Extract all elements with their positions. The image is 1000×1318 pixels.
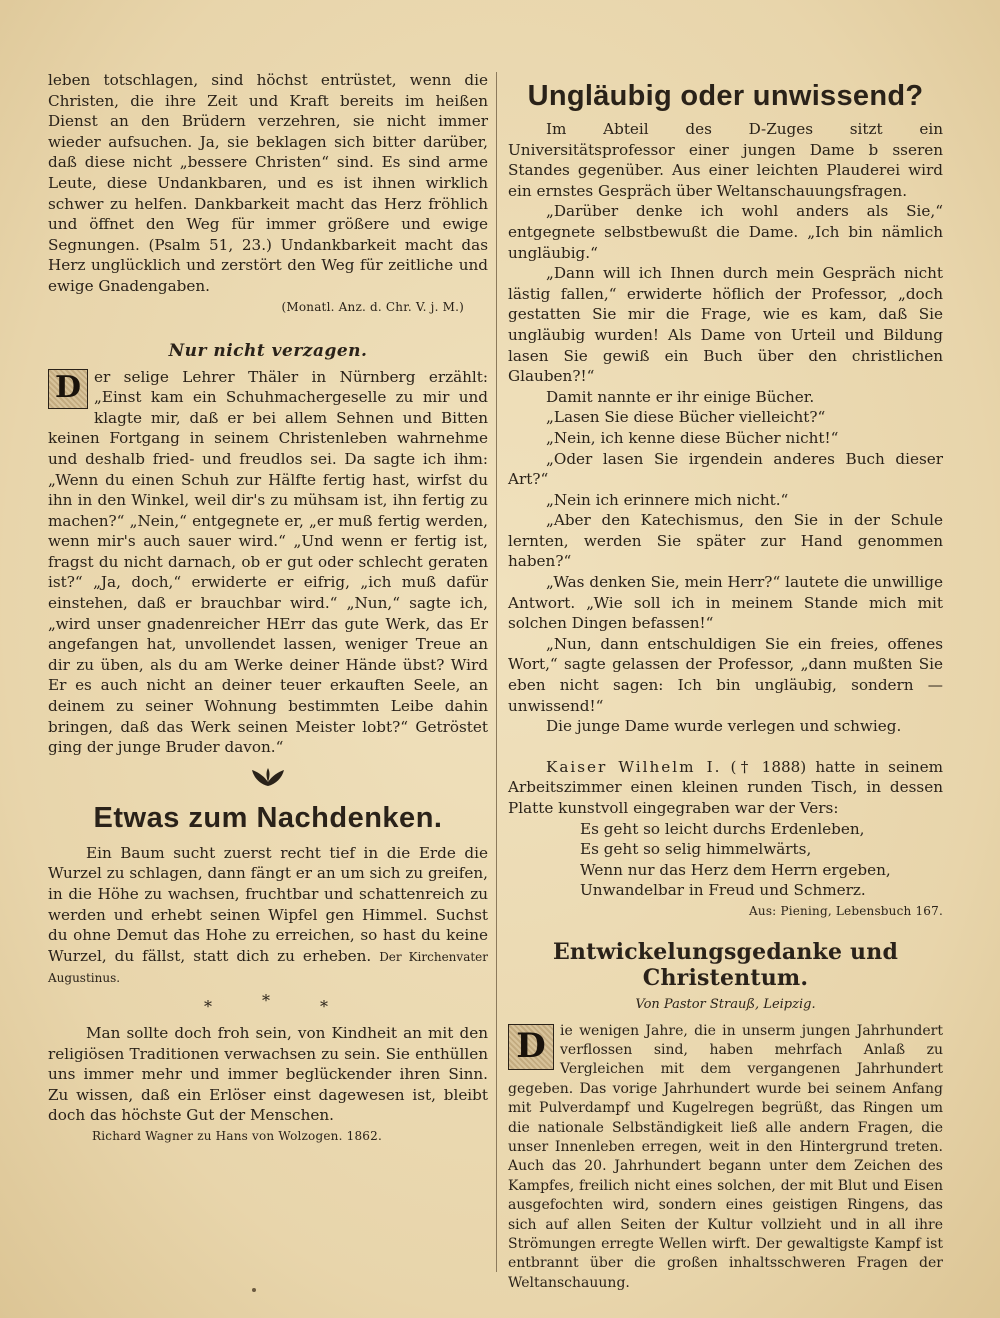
asterism (48, 989, 488, 1023)
unglaeubig-paragraph: „Darüber denke ich wohl anders als Sie,“ entgegnete selbstbewußt die Dame. „Ich bin nämlich ungläubig.“ (508, 202, 943, 262)
column-divider (496, 72, 497, 1272)
byline: Von Pastor Strauß, Leipzig. (635, 996, 816, 1012)
unglaeubig-paragraph: „Nein, ich kenne diese Bücher nicht!“ (546, 428, 839, 447)
star: * (320, 996, 328, 1016)
kaiser-paragraph (508, 757, 943, 819)
section-title-unglaeubig: Ungläubig oder unwissend? (527, 80, 924, 112)
unglaeubig-paragraph: „Lasen Sie diese Bücher vielleicht?“ (546, 408, 826, 427)
unglaeubig-paragraph: „Was denken Sie, mein Herr?“ lautete die unwillige Antwort. „Wie soll ich in meinem Stande mich mit solchen Dingen befassen!“ (508, 573, 943, 633)
verse-line: Unwandelbar in Freud und Schmerz. (580, 881, 866, 900)
dropcap-initial: D (48, 369, 88, 409)
unglaeubig-paragraph: Damit nannte er ihr einige Bücher. (546, 387, 815, 406)
kaiser-name: Kaiser Wilhelm I. (546, 757, 722, 776)
unglaeubig-paragraph: Die junge Dame wurde verlegen und schwieg. (546, 717, 902, 736)
augustinus-source: Der Kirchenvater Augustinus. (48, 949, 489, 986)
unglaeubig-paragraph: „Nun, dann entschuldigen Sie ein freies, offenes Wort,“ sagte gelassen der Professor, „dann mußten Sie eben nicht sagen: Ich bin ungläubig, sondern — unwissend!“ (508, 634, 943, 715)
verse-line: Es geht so leicht durchs Erdenleben, (580, 819, 865, 838)
unglaeubig-paragraph: „Oder lasen Sie irgendein anderes Buch dieser Art?“ (508, 449, 943, 489)
wagner-paragraph: Man sollte doch froh sein, von Kindheit an mit den religiösen Traditionen verwachsen zu sein. Sie enthüllen uns immer mehr und immer beglückender ihren Sinn. Zu wissen, daß ein Erlöser einst dagewesen ist, bleibt doch das höchste Gut der Menschen. (48, 1023, 488, 1125)
leaf-ornament-icon (48, 766, 488, 794)
star: * (262, 990, 270, 1010)
verse-line: Wenn nur das Herz dem Herrn ergeben, (580, 860, 891, 879)
verzagen-text: er selige Lehrer Thäler in Nürnberg erzählt: „Einst kam ein Schuhmachergeselle zu mir und klagte mir, daß er bei allem Sehnen und Bitten keinen Fortgang in seinem Christenleben wahrnehme und deshalb fried- und freudlos sei. Da sagte ich ihm: „Wenn du einen Schuh zur Hälfte fertig hast, wirfst du ihn in den Winkel, weil dir's zu mühsam ist, ihn fertig zu machen?“ „Nein,“ entgegnete er, „er muß fertig werden, wenn mir's auch sauer wird.“ „Und wenn er fertig ist, fragst du nicht darnach, ob er gut oder schlecht geraten ist?“ „Ja, doch,“ erwiderte er eifrig, „ich muß dafür einstehen, daß er brauchbar wird.“ „Nun,“ sagte ich, „wird unser gnadenreicher HErr das gute Werk, das Er angefangen hat, unvollendet lassen, weniger Treue an dir zu üben, als du am Werke deiner Hände übst? Wird Er es auch nicht an deiner teuer erkauften Seele, an deinem zu seiner Wohnung bestimmten Leibe dahin bringen, daß das Werk seinen Meister lobt?“ Getröstet ging der junge Bruder davon.“ (48, 367, 488, 757)
gratitude-paragraph: leben totschlagen, sind höchst entrüstet, wenn die Christen, die ihre Zeit und Kraft bereits im heißen Dienst an den Brüdern verzehren, sie nicht immer wieder aufsuchen. Ja, sie beklagen sich bitter darüber, daß diese nicht „bessere Christen“ sind. Es sind arme Leute, diese Undankbaren, und es ist ihnen wirklich schwer zu helfen. Dankbarkeit macht das Herz fröhlich und öffnet den Weg für immer größere und ewige Segnungen. (Psalm 51, 23.) Undankbarkeit macht das Herz unglücklich und zerstört den Weg für zeitliche und ewige Gnadengaben. (48, 71, 488, 295)
entwickelung-paragraph (508, 1022, 943, 1294)
baum-text: Ein Baum sucht zuerst recht tief in die Erde die Wurzel zu schlagen, dann fängt er an um sich zu greifen, in die Höhe zu wachsen, fruchtbar und schattenreich zu werden und erhebt seinen Wipfel gen Himmel. Suchst du ohne Demut das Hohe zu erreichen, so hast du keine Wurzel, du fällst, statt dich zu erheben. (48, 843, 488, 965)
kaiser-source: Aus: Piening, Lebensbuch 167. (749, 903, 943, 918)
entwickelung-text: ie wenigen Jahre, die in unserm jungen Jahrhundert verflossen sind, haben mehrfach Anlaß zu Vergleichen mit dem vergangenen Jahrhundert gegeben. Das vorige Jahrhundert wurde bei seinem Anfang mit Pulverdampf und Kugelregen begrüßt, das Ringen um die nationale Selbständigkeit ließ alle andern Fragen, die unser Innenleben erregen, weit in den Hintergrund treten. Auch das 20. Jahrhundert begann unter dem Zeichen des Kampfes, freilich nicht eines solchen, der mit Blut und Eisen ausgefochten wird, sondern eines geistigen Ringens, das sich auf allen Seiten der Kultur vollzieht und in all ihre Strömungen erregte Wellen wirft. Der gewaltigste Kampf ist entbrannt über die großen inhaltsschweren Fragen der Weltanschauung. (508, 1022, 943, 1291)
unglaeubig-paragraph: „Dann will ich Ihnen durch mein Gespräch nicht lästig fallen,“ erwiderte höflich der Professor, „doch gestatten Sie mir die Frage, wie es kam, daß Sie ungläubig wurden! Als Dame von Urteil und Bildung lasen Sie gewiß ein Buch über den christlichen Glauben?!“ (508, 264, 943, 386)
star: * (204, 996, 212, 1016)
page-speck (252, 1288, 256, 1292)
gratitude-source: (Monatl. Anz. d. Chr. V. j. M.) (281, 299, 464, 314)
left-column (48, 70, 488, 1144)
unglaeubig-paragraph: Im Abteil des D-Zuges sitzt ein Universitätsprofessor einer jungen Dame b sseren Standes gegenüber. Aus einer leichten Plauderei wird ein ernstes Gespräch über Weltanschauungsfragen. (508, 120, 943, 200)
unglaeubig-paragraph: „Nein ich erinnere mich nicht.“ (546, 490, 789, 509)
kaiser-text: († 1888) hatte in seinem Arbeitszimmer einen kleinen runden Tisch, in dessen Platte kunstvoll eingegraben war der Vers: (508, 757, 943, 817)
verzagen-paragraph (48, 367, 488, 758)
section-title-etwas-zum-nachdenken: Etwas zum Nachdenken. (93, 801, 443, 834)
unglaeubig-paragraph: „Aber den Katechismus, den Sie in der Schule lernten, werden Sie später zur Hand genommen haben?“ (508, 511, 943, 571)
baum-paragraph (48, 843, 488, 989)
wagner-source: Richard Wagner zu Hans von Wolzogen. 1862. (92, 1128, 382, 1143)
section-title-entwickelungsgedanke: Entwickelungsgedanke und Christentum. (552, 938, 899, 991)
right-column (508, 80, 943, 1293)
verse-line: Es geht so selig himmelwärts, (580, 840, 812, 859)
dropcap-initial: D (508, 1024, 554, 1070)
section-title-nur-nicht-verzagen: Nur nicht verzagen. (168, 340, 368, 361)
